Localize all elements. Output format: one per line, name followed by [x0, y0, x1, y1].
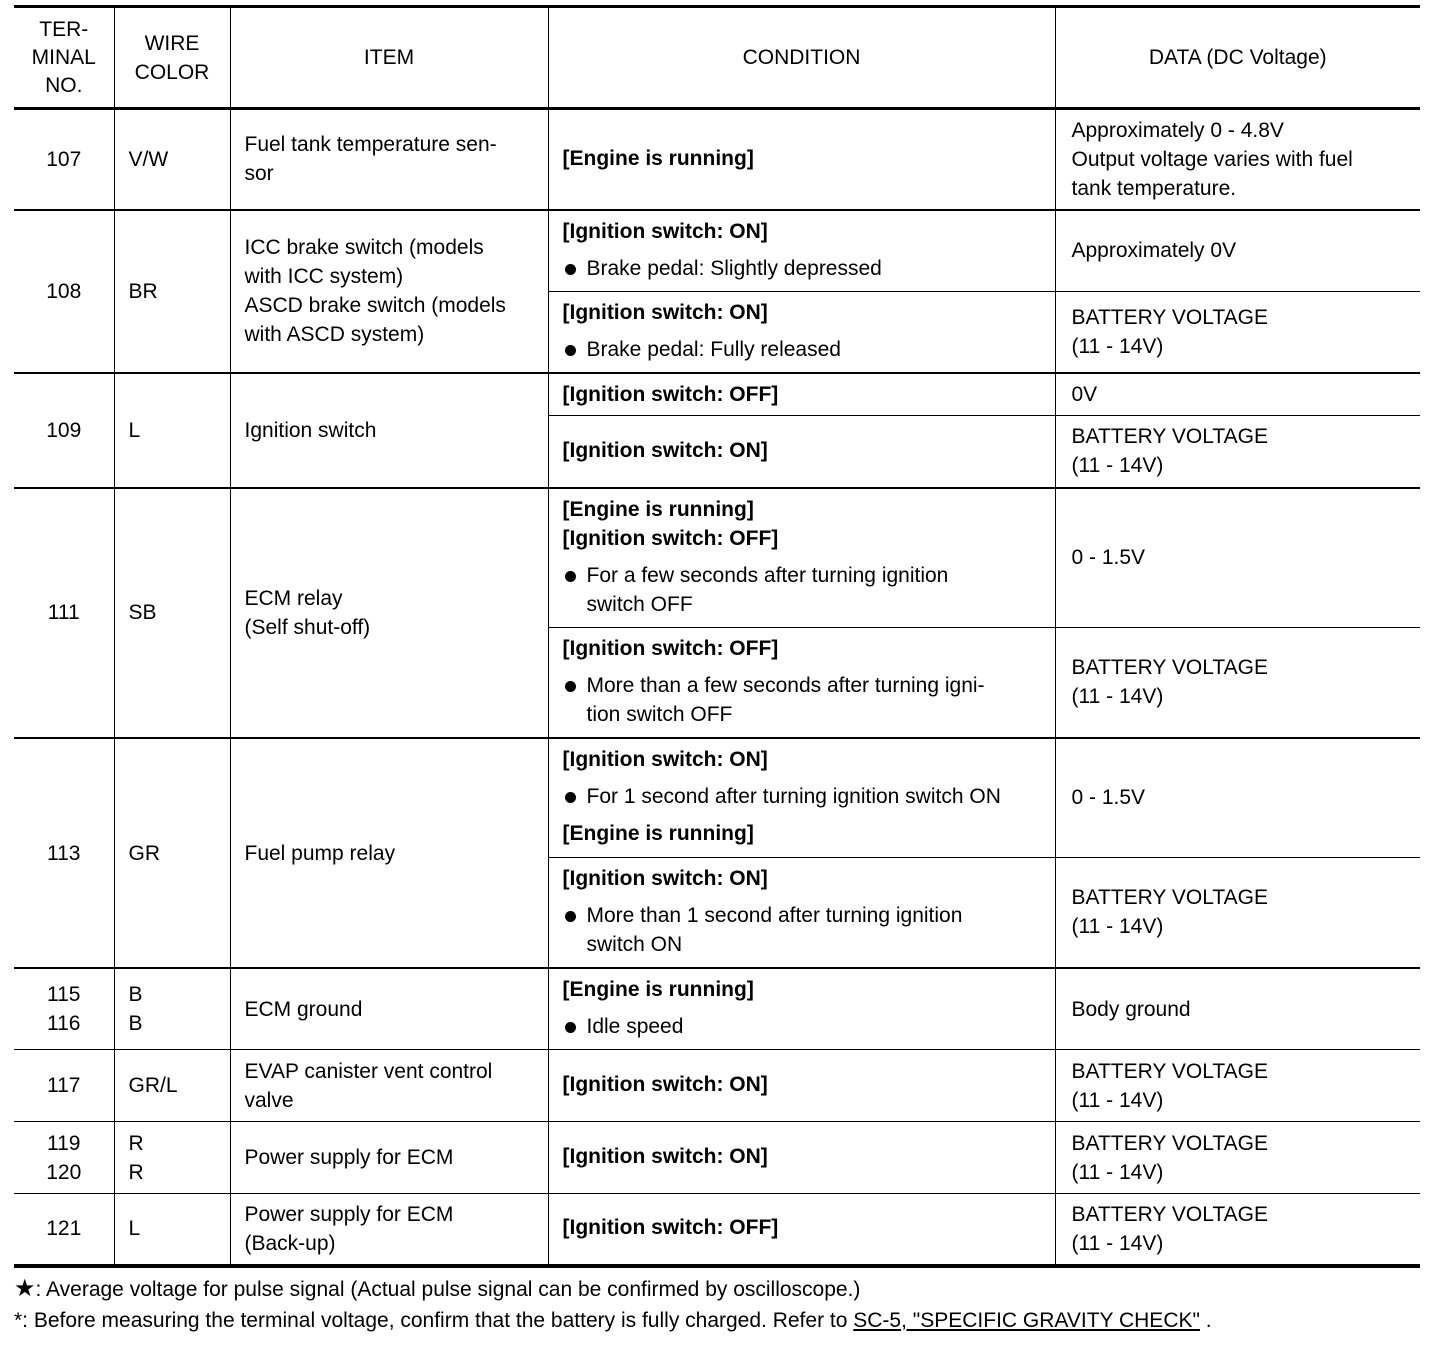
table-row	[14, 1122, 1420, 1194]
item-cell: Fuel tank temperature sen- sor	[230, 109, 548, 210]
wire-color-cell: V/W	[114, 109, 230, 210]
item-cell: ECM relay (Self shut-off)	[230, 488, 548, 739]
condition-cell: [Ignition switch: ON] For 1 second after turning ignition switch ON [Engine is running]	[548, 738, 1055, 857]
data-cell: BATTERY VOLTAGE (11 - 14V)	[1055, 1194, 1420, 1266]
data-cell: BATTERY VOLTAGE (11 - 14V)	[1055, 627, 1420, 738]
terminal-cell: 113	[14, 738, 114, 968]
data-cell: BATTERY VOLTAGE (11 - 14V)	[1055, 291, 1420, 373]
item-cell: Power supply for ECM	[230, 1122, 548, 1194]
item-cell: ICC brake switch (models with ICC system) ASCD brake switch (models with ASCD system)	[230, 210, 548, 373]
table-row	[14, 738, 1420, 857]
condition-cell: [Ignition switch: OFF]	[548, 373, 1055, 416]
data-cell: BATTERY VOLTAGE (11 - 14V)	[1055, 857, 1420, 968]
item-cell: Power supply for ECM (Back-up)	[230, 1194, 548, 1266]
data-cell: BATTERY VOLTAGE (11 - 14V)	[1055, 416, 1420, 488]
specific-gravity-check-link[interactable]: SC-5, "SPECIFIC GRAVITY CHECK"	[853, 1309, 1200, 1332]
data-cell: 0 - 1.5V	[1055, 738, 1420, 857]
condition-cell: [Ignition switch: ON]	[548, 1050, 1055, 1122]
condition-cell: [Ignition switch: ON]	[548, 1122, 1055, 1194]
header-wire-color: WIRE COLOR	[114, 7, 230, 109]
wire-color-cell: L	[114, 373, 230, 488]
condition-cell: [Ignition switch: ON] Brake pedal: Slightly depressed	[548, 210, 1055, 292]
header-data: DATA (DC Voltage)	[1055, 7, 1420, 109]
condition-cell: [Ignition switch: OFF]	[548, 1194, 1055, 1266]
data-cell: Approximately 0V	[1055, 210, 1420, 292]
condition-cell: [Engine is running]	[548, 109, 1055, 210]
data-cell: BATTERY VOLTAGE (11 - 14V)	[1055, 1050, 1420, 1122]
wire-color-cell: GR/L	[114, 1050, 230, 1122]
wire-color-cell: L	[114, 1194, 230, 1266]
header-row	[14, 7, 1420, 109]
star-footnote: ★: Average voltage for pulse signal (Actual pulse signal can be confirmed by oscilloscope.)	[14, 1275, 861, 1302]
condition-cell: [Engine is running] Idle speed	[548, 968, 1055, 1050]
data-cell: Approximately 0 - 4.8V Output voltage varies with fuel tank temperature.	[1055, 109, 1420, 210]
item-cell: Fuel pump relay	[230, 738, 548, 968]
wire-color-cell: SB	[114, 488, 230, 739]
wire-color-cell: R R	[114, 1122, 230, 1194]
data-cell: Body ground	[1055, 968, 1420, 1050]
table-row	[14, 109, 1420, 210]
bullet-item: Idle speed	[563, 1012, 1041, 1041]
condition-cell: [Ignition switch: ON] More than 1 second after turning ignition switch ON	[548, 857, 1055, 968]
table-row	[14, 968, 1420, 1050]
terminal-cell: 109	[14, 373, 114, 488]
bullet-item: Brake pedal: Fully released	[563, 335, 1041, 364]
bullet-item: More than 1 second after turning ignition switch ON	[563, 901, 1041, 959]
wire-color-cell: GR	[114, 738, 230, 968]
item-cell: Ignition switch	[230, 373, 548, 488]
header-terminal-no: TER- MINAL NO.	[14, 7, 114, 109]
data-cell: 0 - 1.5V	[1055, 488, 1420, 628]
data-cell: BATTERY VOLTAGE (11 - 14V)	[1055, 1122, 1420, 1194]
terminal-cell: 119 120	[14, 1122, 114, 1194]
table-row	[14, 210, 1420, 292]
wire-color-cell: B B	[114, 968, 230, 1050]
footnotes	[14, 1273, 1434, 1336]
header-condition: CONDITION	[548, 7, 1055, 109]
bullet-item: More than a few seconds after turning igni- tion switch OFF	[563, 671, 1041, 729]
ecm-terminal-table	[14, 5, 1420, 1268]
terminal-cell: 108	[14, 210, 114, 373]
data-cell: 0V	[1055, 373, 1420, 416]
terminal-cell: 111	[14, 488, 114, 739]
table-row	[14, 373, 1420, 416]
condition-cell: [Engine is running] [Ignition switch: OFF] For a few seconds after turning ignition switch OFF	[548, 488, 1055, 628]
wire-color-cell: BR	[114, 210, 230, 373]
table-row	[14, 488, 1420, 628]
star-icon: ★	[14, 1275, 36, 1302]
bullet-item: For a few seconds after turning ignition switch OFF	[563, 561, 1041, 619]
terminal-cell: 117	[14, 1050, 114, 1122]
bullet-item: Brake pedal: Slightly depressed	[563, 254, 1041, 283]
condition-cell: [Ignition switch: ON]	[548, 416, 1055, 488]
terminal-data-table-sheet	[14, 5, 1420, 1268]
terminal-cell: 115 116	[14, 968, 114, 1050]
condition-cell: [Ignition switch: OFF] More than a few seconds after turning igni- tion switch OFF	[548, 627, 1055, 738]
terminal-cell: 107	[14, 109, 114, 210]
header-item: ITEM	[230, 7, 548, 109]
asterisk-footnote: *: Before measuring the terminal voltage, confirm that the battery is fully charged. Refer to SC-5, "SPECIFIC GRAVITY CHECK" .	[14, 1309, 1212, 1332]
item-cell: EVAP canister vent control valve	[230, 1050, 548, 1122]
bullet-item: For 1 second after turning ignition switch ON	[563, 782, 1041, 811]
item-cell: ECM ground	[230, 968, 548, 1050]
table-row	[14, 1194, 1420, 1266]
condition-cell: [Ignition switch: ON] Brake pedal: Fully released	[548, 291, 1055, 373]
table-row	[14, 1050, 1420, 1122]
terminal-cell: 121	[14, 1194, 114, 1266]
